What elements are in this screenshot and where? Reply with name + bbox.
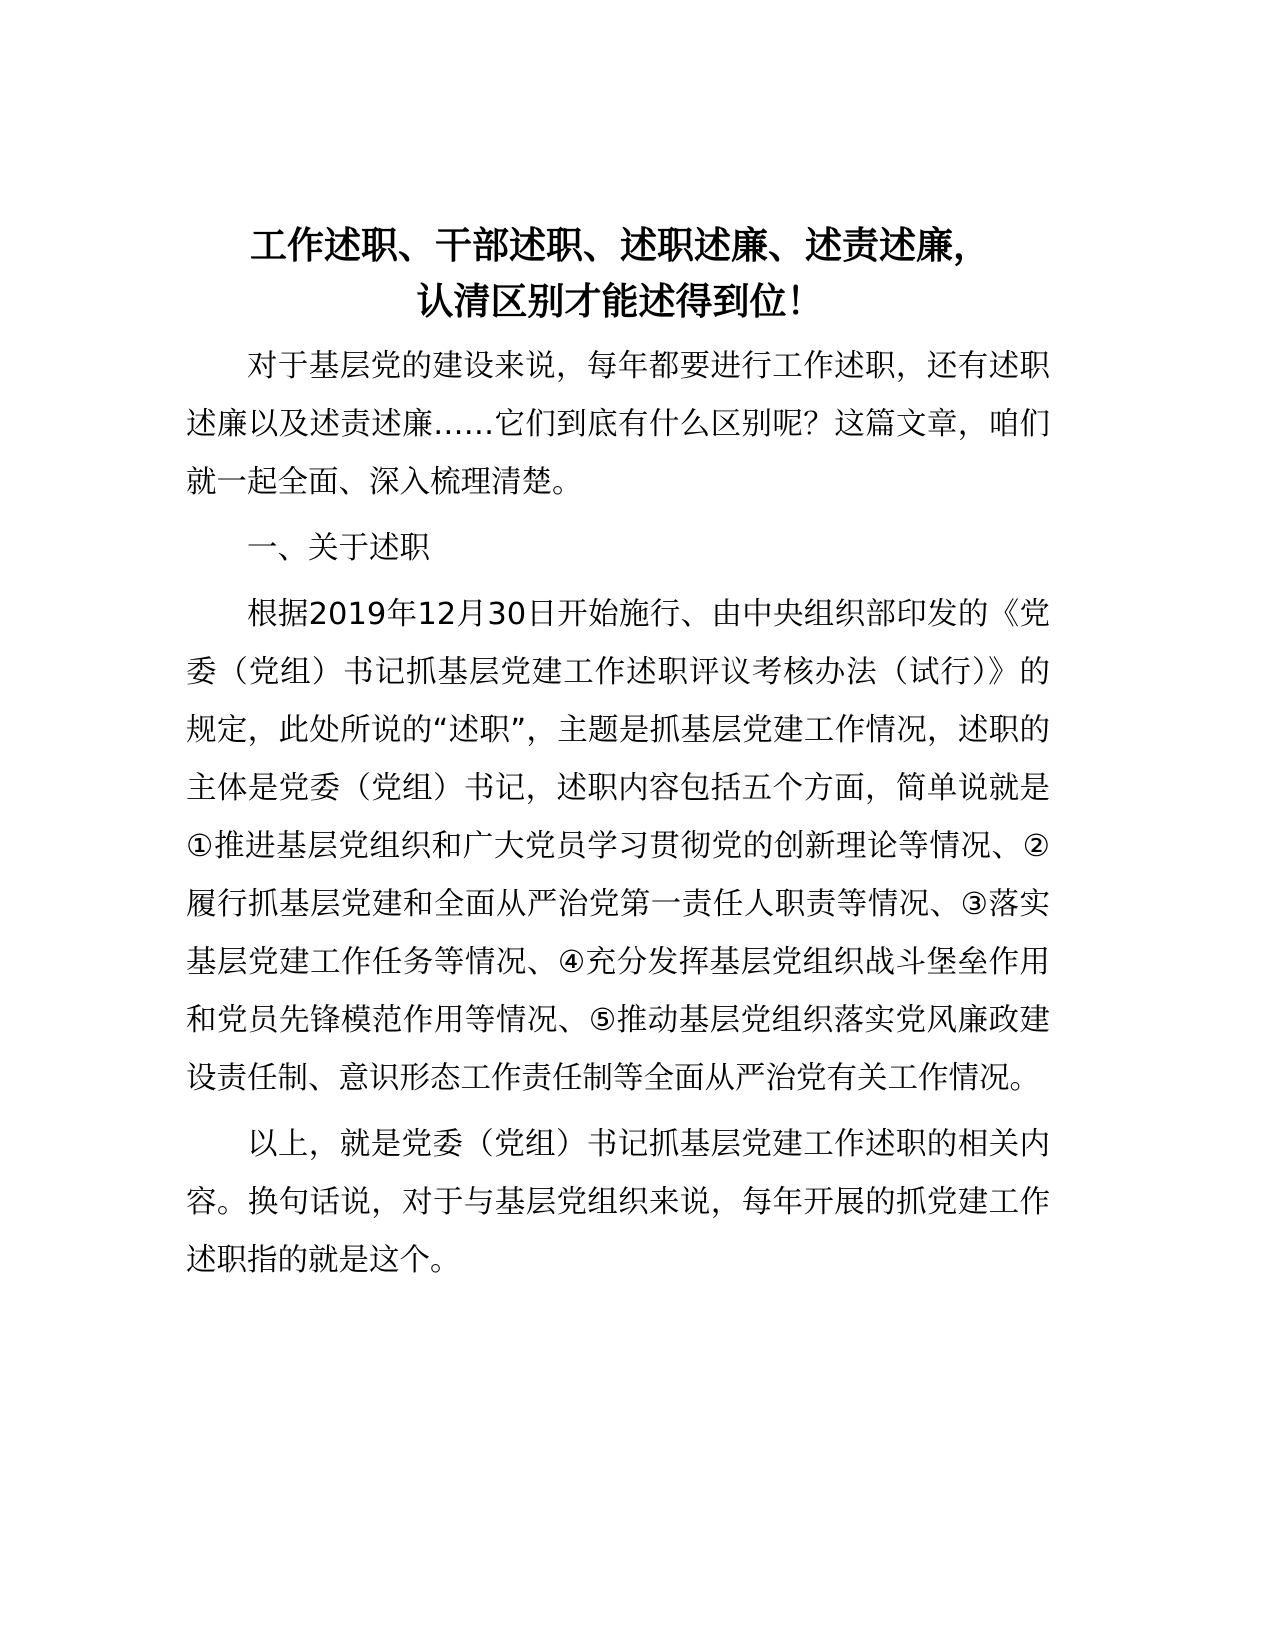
title-line-1: 工作述职、干部述职、述职述廉、述责述廉， <box>250 224 990 267</box>
section-heading: 一、关于述职 <box>247 531 430 566</box>
document-title <box>180 218 1060 330</box>
title-line-2: 认清区别才能述得到位！ <box>416 280 824 323</box>
body-paragraph: 根据2019年12月30日开始施行、由中央组织部印发的《党委（党组）书记抓基层党建工作述职评议考核办法（试行）》的规定，此处所说的“述职”，主题是抓基层党建工作情况，述职的主体是党委（党组）书记，述职内容包括五个方面，简单说就是①推进基层党组织和广大党员学习贯彻党的创新理论等情况、②履行抓基层党建和全面从严治党第一责任人职责等情况、③落实基层党建工作任务等情况、④充分发挥基层党组织战斗堡垒作用和党员先锋模范作用等情况、⑤推动基层党组织落实党风廉政建设责任制、意识形态工作责任制等全面从严治党有关工作情况。 <box>186 597 1050 1096</box>
body-paragraph: 以上，就是党委（党组）书记抓基层党建工作述职的相关内容。换句话说，对于与基层党组织来说，每年开展的抓党建工作述职指的就是这个。 <box>186 1127 1050 1278</box>
intro-paragraph: 对于基层党的建设来说，每年都要进行工作述职，还有述职述廉以及述责述廉……它们到底有什么区别呢？这篇文章，咱们就一起全面、深入梳理清楚。 <box>186 349 1050 500</box>
document-body <box>186 338 1050 1298</box>
